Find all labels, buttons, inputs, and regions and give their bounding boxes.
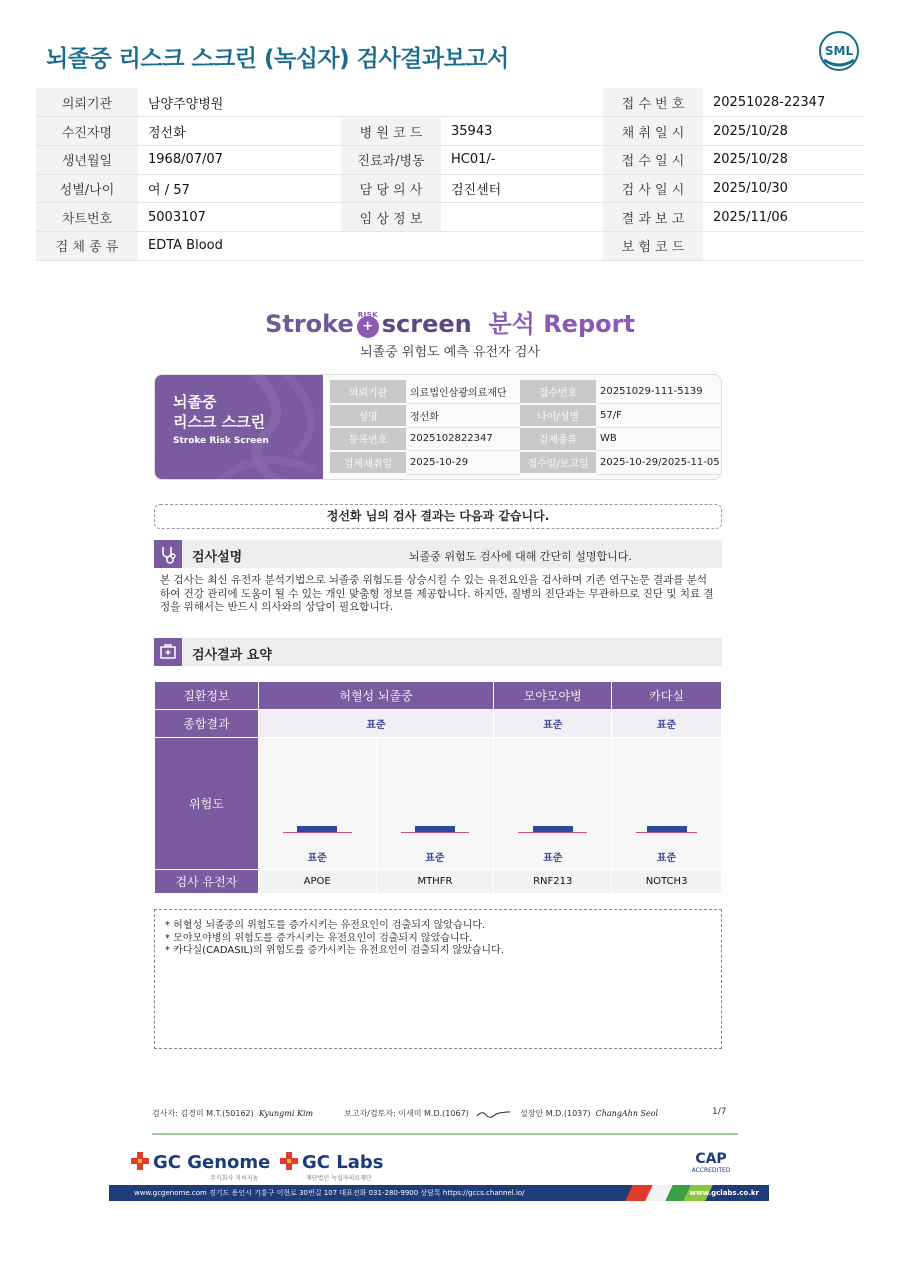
- field-value: 정선화: [138, 117, 341, 146]
- field-value: HC01/-: [441, 145, 603, 174]
- card-title-en: Stroke Risk Screen: [173, 436, 269, 446]
- card-field-value: 57/F: [596, 404, 720, 428]
- risk-gauge: [258, 738, 376, 870]
- field-label: 임 상 정 보: [341, 203, 441, 232]
- risk-baseline: [636, 832, 697, 833]
- header-moyamoya: 모야모야병: [494, 682, 612, 710]
- patient-info-row: [36, 117, 864, 146]
- header-cadasil: 카다실: [612, 682, 722, 710]
- header-ischemic-stroke: 허혈성 뇌졸중: [258, 682, 494, 710]
- page-number: 1/7: [712, 1107, 727, 1117]
- card-info-row: [330, 451, 720, 475]
- risk-gauge: [612, 738, 722, 870]
- field-label: 검 사 일 시: [603, 174, 703, 203]
- patient-info-row: [36, 145, 864, 174]
- card-field-label: 등록번호: [330, 427, 406, 451]
- field-label: 담 당 의 사: [341, 174, 441, 203]
- field-label: 진료과/병동: [341, 145, 441, 174]
- patient-info-row: [36, 174, 864, 203]
- gene-name: RNF213: [494, 870, 612, 894]
- gc-labs-logo: GC Labs: [280, 1152, 383, 1173]
- report-title: 뇌졸중 리스크 스크린 (녹십자) 검사결과보고서: [46, 46, 509, 72]
- note-line: * 카다실(CADASIL)의 위험도를 증가시키는 유전요인이 검출되지 않았습니다.: [165, 945, 504, 956]
- field-label: 생년월일: [36, 145, 138, 174]
- field-label: 의뢰기관: [36, 88, 138, 117]
- report-subtitle: 뇌졸중 위험도 예측 유전자 검사: [360, 345, 540, 360]
- card-banner: [155, 375, 323, 480]
- footer-website: www.gclabs.co.kr: [689, 1189, 759, 1197]
- risk-baseline: [518, 832, 587, 833]
- field-value: 남양주양병원: [138, 88, 341, 117]
- field-value: 2025/10/28: [703, 117, 864, 146]
- patient-info-row: [36, 231, 864, 260]
- field-value: 5003107: [138, 203, 341, 232]
- field-label: 보 험 코 드: [603, 231, 703, 260]
- gc-genome-subtitle: 주식회사 지씨지놈: [210, 1175, 259, 1182]
- card-title-line2: 리스크 스크린: [173, 413, 266, 431]
- overall-result: 표준: [258, 710, 494, 738]
- field-label: [341, 231, 441, 260]
- card-field-value: WB: [596, 427, 720, 451]
- test-info-card: [154, 374, 722, 480]
- risk-marker: [415, 826, 455, 832]
- card-field-label: 성명: [330, 404, 406, 428]
- field-label: 채 취 일 시: [603, 117, 703, 146]
- field-value: 여 / 57: [138, 174, 341, 203]
- card-info-row: [330, 404, 720, 428]
- row-label-risk: 위험도: [155, 738, 259, 870]
- field-value: EDTA Blood: [138, 231, 341, 260]
- card-field-label: 의뢰기관: [330, 380, 406, 404]
- section-title: 검사결과 요약: [192, 648, 272, 663]
- row-label-overall: 종합결과: [155, 710, 259, 738]
- result-notes: [154, 909, 722, 1049]
- footer-divider: [152, 1133, 738, 1135]
- field-value: 검진센터: [441, 174, 603, 203]
- gc-genome-logo: GC Genome: [131, 1152, 270, 1173]
- field-value: [441, 203, 603, 232]
- logo-text: SML: [824, 44, 854, 58]
- gene-name: NOTCH3: [612, 870, 722, 894]
- field-label: 성별/나이: [36, 174, 138, 203]
- field-value: 20251028-22347: [703, 88, 864, 117]
- card-info-row: [330, 427, 720, 451]
- patient-info-row: [36, 88, 864, 117]
- cap-accredited-logo: CAP ACCREDITED: [691, 1151, 731, 1174]
- card-field-value: 정선화: [406, 404, 520, 428]
- result-summary-line: 정선화 님의 검사 결과는 다음과 같습니다.: [154, 504, 722, 529]
- overall-result: 표준: [612, 710, 722, 738]
- gc-labs-subtitle: 재단법인 녹십자의료재단: [306, 1175, 372, 1182]
- risk-baseline: [401, 832, 470, 833]
- risk-icon: RISK +: [357, 316, 379, 338]
- field-value: 2025/11/06: [703, 203, 864, 232]
- section-result-summary: [154, 638, 722, 666]
- field-value: [703, 231, 864, 260]
- section-title: 검사설명: [192, 550, 243, 565]
- footer-contact-text: www.gcgenome.com 경기도 용인시 기흥구 이현로 30번길 107 대표전화 031-280-9900 상담톡 https://gccs.channel.io/: [134, 1189, 525, 1197]
- gene-name: APOE: [258, 870, 376, 894]
- footer-contact-bar: [109, 1185, 769, 1201]
- risk-level-label: 표준: [307, 852, 327, 864]
- gc-cross-icon: [131, 1152, 149, 1170]
- section-description: 뇌졸중 위험도 검사에 대해 간단히 설명합니다.: [409, 550, 632, 563]
- field-label: 접 수 일 시: [603, 145, 703, 174]
- gene-name: MTHFR: [376, 870, 494, 894]
- card-field-value: 의료법인삼광의료재단: [406, 380, 520, 404]
- risk-level-label: 표준: [543, 852, 563, 864]
- reporter-sign-mark: [476, 1110, 512, 1118]
- field-value: 35943: [441, 117, 603, 146]
- card-field-value: 2025-10-29: [406, 451, 520, 475]
- card-field-label: 검체종류: [520, 427, 596, 451]
- field-value: 2025/10/28: [703, 145, 864, 174]
- field-label: 결 과 보 고: [603, 203, 703, 232]
- results-table: [154, 681, 722, 894]
- field-label: 병 원 코 드: [341, 117, 441, 146]
- risk-level-label: 표준: [656, 852, 677, 864]
- field-value: 2025/10/30: [703, 174, 864, 203]
- card-field-value: 20251029-111-5139: [596, 380, 720, 404]
- risk-marker: [533, 826, 573, 832]
- card-field-label: 검체채취일: [330, 451, 406, 475]
- card-field-label: 접수번호: [520, 380, 596, 404]
- medical-kit-icon: [154, 638, 182, 666]
- header-disease-info: 질환정보: [155, 682, 259, 710]
- reporter-signature: 보고자/검토자: 이새미 M.D.(1067): [344, 1108, 512, 1119]
- report-heading: Stroke RISK + screen 분석 Report: [265, 310, 635, 338]
- field-value: [441, 88, 603, 117]
- card-field-value: 2025-10-29/2025-11-05: [596, 451, 720, 475]
- reviewer-signature: 설장안 M.D.(1037) ChangAhn Seol: [520, 1109, 659, 1118]
- stethoscope-icon: [154, 540, 182, 568]
- card-title-line1: 뇌졸중: [173, 393, 217, 411]
- field-label: 접 수 번 호: [603, 88, 703, 117]
- note-line: * 허혈성 뇌졸중의 위험도를 증가시키는 유전요인이 검출되지 않았습니다.: [165, 920, 486, 931]
- field-value: [441, 231, 603, 260]
- note-line: * 모야모야병의 위험도를 증가시키는 유전요인이 검출되지 않았습니다.: [165, 932, 473, 944]
- overall-result: 표준: [494, 710, 612, 738]
- risk-baseline: [283, 832, 352, 833]
- section-test-description: [154, 540, 722, 568]
- row-label-gene: 검사 유전자: [155, 870, 259, 894]
- sml-logo: [818, 30, 860, 72]
- field-label: 수진자명: [36, 117, 138, 146]
- field-label: [341, 88, 441, 117]
- card-field-value: 2025102822347: [406, 427, 520, 451]
- card-info-row: [330, 380, 720, 404]
- risk-marker: [647, 826, 687, 832]
- tester-signature: 검사자: 김경미 M.T.(50162) Kyungmi Kim: [152, 1109, 314, 1118]
- patient-info-row: [36, 203, 864, 232]
- risk-gauge: [376, 738, 494, 870]
- card-field-label: 접수일/보고일: [520, 451, 596, 475]
- field-label: 차트번호: [36, 203, 138, 232]
- gc-cross-icon: [280, 1152, 298, 1170]
- patient-info-table: [36, 88, 864, 261]
- risk-level-label: 표준: [425, 852, 445, 864]
- risk-gauge: [494, 738, 612, 870]
- card-info-grid: [330, 380, 720, 475]
- field-label: 검 체 종 류: [36, 231, 138, 260]
- card-field-label: 나이/성별: [520, 404, 596, 428]
- field-value: 1968/07/07: [138, 145, 341, 174]
- test-description-text: 본 검사는 최신 유전자 분석기법으로 뇌졸중 위험도를 상승시킬 수 있는 유전요인을 검사하며 기존 연구논문 결과를 분석하여 건강 관리에 도움이 될 수 있는 개인 맞춤형 정보를 제공합니다. 하지만, 질병의 진단과는 무관하므로 진단 및 치료 결정을 위해서는 반드시 의사와의 상담이 필요합니다.: [160, 574, 714, 613]
- risk-marker: [297, 826, 337, 832]
